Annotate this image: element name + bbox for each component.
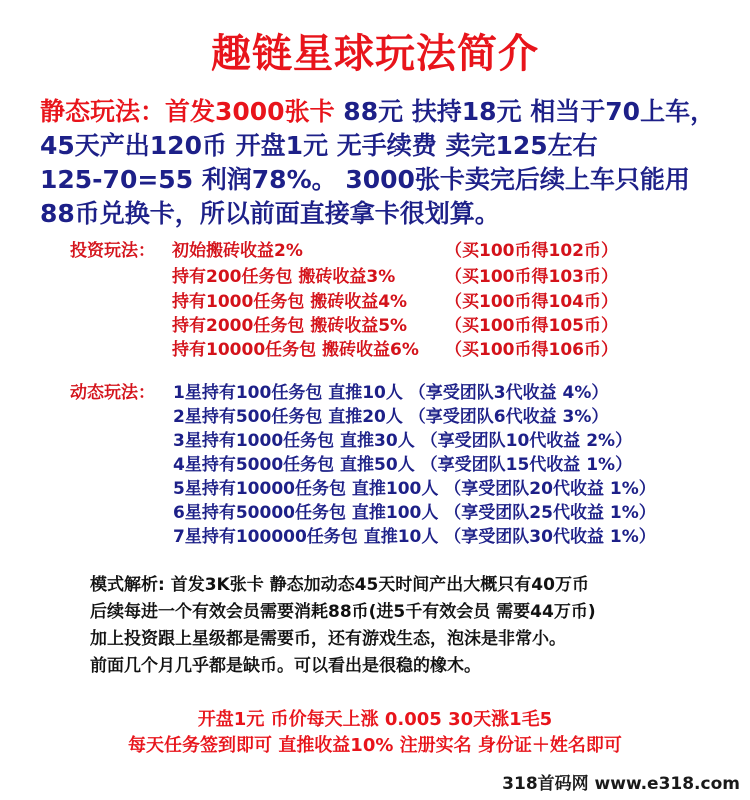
investment-row-text: 持有10000任务包 搬砖收益6% bbox=[172, 340, 419, 360]
investment-row-note: （买100币得106币） bbox=[445, 340, 618, 360]
static-play-line-2: 45天产出120币 开盘1元 无手续费 卖完125左右 bbox=[40, 131, 598, 160]
investment-row-text: 初始搬砖收益2% bbox=[172, 241, 303, 261]
dynamic-row: 4星持有5000任务包 直推50人 （享受团队15代收益 1%） bbox=[173, 455, 633, 475]
mode-analysis-line: 前面几个月几乎都是缺币。可以看出是很稳的橡木。 bbox=[90, 656, 481, 676]
dynamic-label: 动态玩法： bbox=[70, 383, 155, 403]
dynamic-row: 5星持有10000任务包 直推100人 （享受团队20代收益 1%） bbox=[173, 479, 656, 499]
footer-line-2: 每天任务签到即可 直推收益10% 注册实名 身份证＋姓名即可 bbox=[128, 735, 622, 756]
footer-line-1: 开盘1元 币价每天上涨 0.005 30天涨1毛5 bbox=[197, 709, 553, 730]
page-title: 趣链星球玩法简介 bbox=[211, 31, 539, 77]
investment-row-note: （买100币得104币） bbox=[445, 292, 618, 312]
dynamic-row: 1星持有100任务包 直推10人 （享受团队3代收益 4%） bbox=[173, 383, 609, 403]
dynamic-row: 2星持有500任务包 直推20人 （享受团队6代收益 3%） bbox=[173, 407, 609, 427]
dynamic-row: 7星持有100000任务包 直推10人 （享受团队30代收益 1%） bbox=[173, 527, 656, 547]
investment-row-note: （买100币得103币） bbox=[445, 267, 618, 287]
mode-analysis-line: 模式解析: 首发3K张卡 静态加动态45天时间产出大概只有40万币 bbox=[90, 575, 589, 595]
investment-row-text: 持有1000任务包 搬砖收益4% bbox=[172, 292, 408, 312]
investment-row-text: 持有2000任务包 搬砖收益5% bbox=[172, 316, 408, 336]
dynamic-row: 6星持有50000任务包 直推100人 （享受团队25代收益 1%） bbox=[173, 503, 656, 523]
static-play-line-1 bbox=[40, 92, 715, 128]
dynamic-row: 3星持有1000任务包 直推30人 （享受团队10代收益 2%） bbox=[173, 431, 633, 451]
static-play-line-4: 88币兑换卡，所以前面直接拿卡很划算。 bbox=[40, 199, 500, 228]
static-play-line-1-rest: 88元 扶持18元 相当于70上车， bbox=[334, 97, 716, 126]
static-play-line-3: 125-70=55 利润78%。 3000张卡卖完后续上车只能用 bbox=[40, 165, 690, 194]
mode-analysis-line: 加上投资跟上星级都是需要币，还有游戏生态，泡沫是非常小。 bbox=[90, 629, 566, 649]
mode-analysis-line: 后续每进一个有效会员需要消耗88币(进5千有效会员 需要44万币) bbox=[90, 602, 596, 622]
site-watermark: 318首码网 www.e318.com bbox=[502, 774, 740, 794]
investment-row-note: （买100币得105币） bbox=[445, 316, 618, 336]
investment-row-text: 持有200任务包 搬砖收益3% bbox=[172, 267, 396, 287]
investment-row-note: （买100币得102币） bbox=[445, 241, 618, 261]
investment-label: 投资玩法： bbox=[70, 241, 155, 261]
static-play-label: 静态玩法：首发3000张卡 bbox=[40, 97, 335, 126]
